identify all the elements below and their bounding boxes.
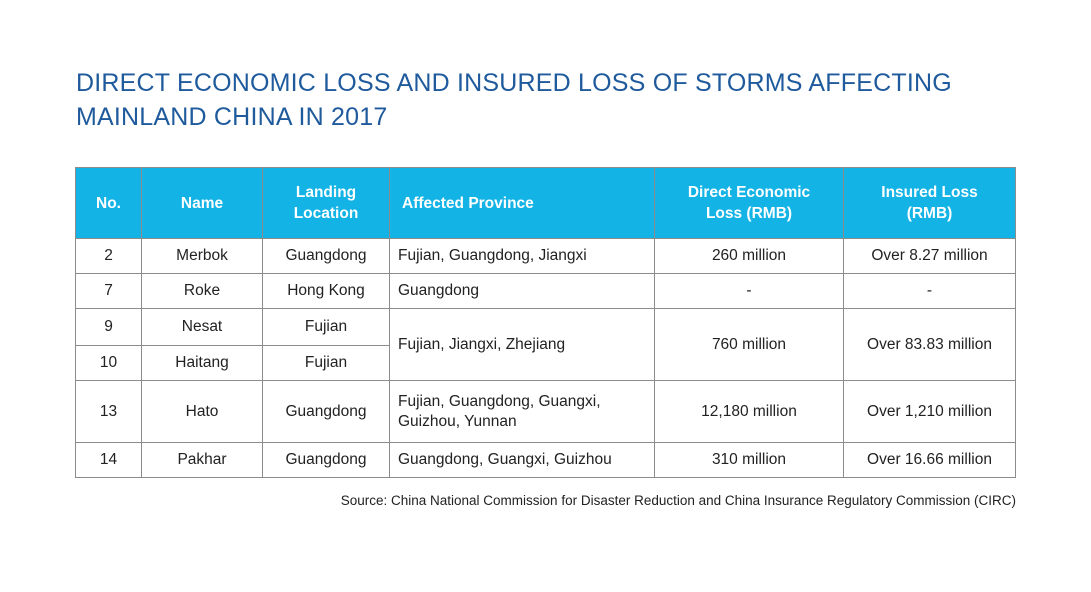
table-row: [76, 274, 1016, 309]
table-row: [76, 381, 1016, 443]
cell-insured-loss: Over 8.27 million: [844, 239, 1016, 274]
cell-province: Fujian, Guangdong, Jiangxi: [390, 239, 655, 274]
cell-landing: Guangdong: [263, 443, 390, 478]
chart-title: [76, 66, 1036, 134]
source-note: Source: China National Commission for Disaster Reduction and China Insurance Regulatory Commission (CIRC): [340, 493, 1016, 508]
chart-title-line-2: MAINLAND CHINA IN 2017: [76, 103, 388, 131]
header-economic-line-2: Loss (RMB): [705, 205, 793, 222]
cell-no: 10: [76, 346, 142, 381]
cell-economic-loss-merged: 760 million: [655, 309, 844, 381]
cell-insured-loss: -: [844, 274, 1016, 309]
cell-name: Roke: [142, 274, 263, 309]
cell-economic-loss: -: [655, 274, 844, 309]
cell-name: Merbok: [142, 239, 263, 274]
table-header-row: [76, 168, 1016, 239]
cell-landing: Fujian: [263, 309, 390, 346]
header-insured-line-2: (RMB): [906, 205, 953, 222]
cell-name: Pakhar: [142, 443, 263, 478]
cell-province-line-2: Guizhou, Yunnan: [398, 412, 517, 430]
table-row: [76, 309, 1016, 346]
cell-insured-loss-merged: Over 83.83 million: [844, 309, 1016, 381]
table-row: [76, 443, 1016, 478]
cell-no: 13: [76, 381, 142, 443]
header-landing-location: [263, 168, 390, 239]
header-insured-line-1: Insured Loss: [881, 184, 978, 201]
cell-economic-loss: 310 million: [655, 443, 844, 478]
cell-no: 2: [76, 239, 142, 274]
cell-province: [390, 381, 655, 443]
cell-no: 9: [76, 309, 142, 346]
cell-landing: Guangdong: [263, 239, 390, 274]
cell-no: 14: [76, 443, 142, 478]
cell-economic-loss: 12,180 million: [655, 381, 844, 443]
cell-landing: Fujian: [263, 346, 390, 381]
cell-economic-loss: 260 million: [655, 239, 844, 274]
cell-province: Guangdong: [390, 274, 655, 309]
header-name: Name: [142, 168, 263, 239]
cell-insured-loss: Over 1,210 million: [844, 381, 1016, 443]
header-landing-line-1: Landing: [295, 184, 357, 201]
cell-province-merged: Fujian, Jiangxi, Zhejiang: [390, 309, 655, 381]
chart-title-line-1: DIRECT ECONOMIC LOSS AND INSURED LOSS OF STORMS AFFECTING: [76, 69, 952, 97]
cell-landing: Guangdong: [263, 381, 390, 443]
cell-landing: Hong Kong: [263, 274, 390, 309]
cell-name: Haitang: [142, 346, 263, 381]
storm-loss-table: [75, 167, 1016, 478]
header-direct-economic-loss: [655, 168, 844, 239]
header-insured-loss: [844, 168, 1016, 239]
cell-insured-loss: Over 16.66 million: [844, 443, 1016, 478]
header-no: No.: [76, 168, 142, 239]
cell-name: Nesat: [142, 309, 263, 346]
cell-province: Guangdong, Guangxi, Guizhou: [390, 443, 655, 478]
cell-province-line-1: Fujian, Guangdong, Guangxi,: [398, 392, 601, 410]
header-landing-line-2: Location: [293, 205, 359, 222]
cell-no: 7: [76, 274, 142, 309]
header-affected-province: Affected Province: [390, 168, 655, 239]
header-economic-line-1: Direct Economic: [687, 184, 811, 201]
table-row: [76, 239, 1016, 274]
cell-name: Hato: [142, 381, 263, 443]
